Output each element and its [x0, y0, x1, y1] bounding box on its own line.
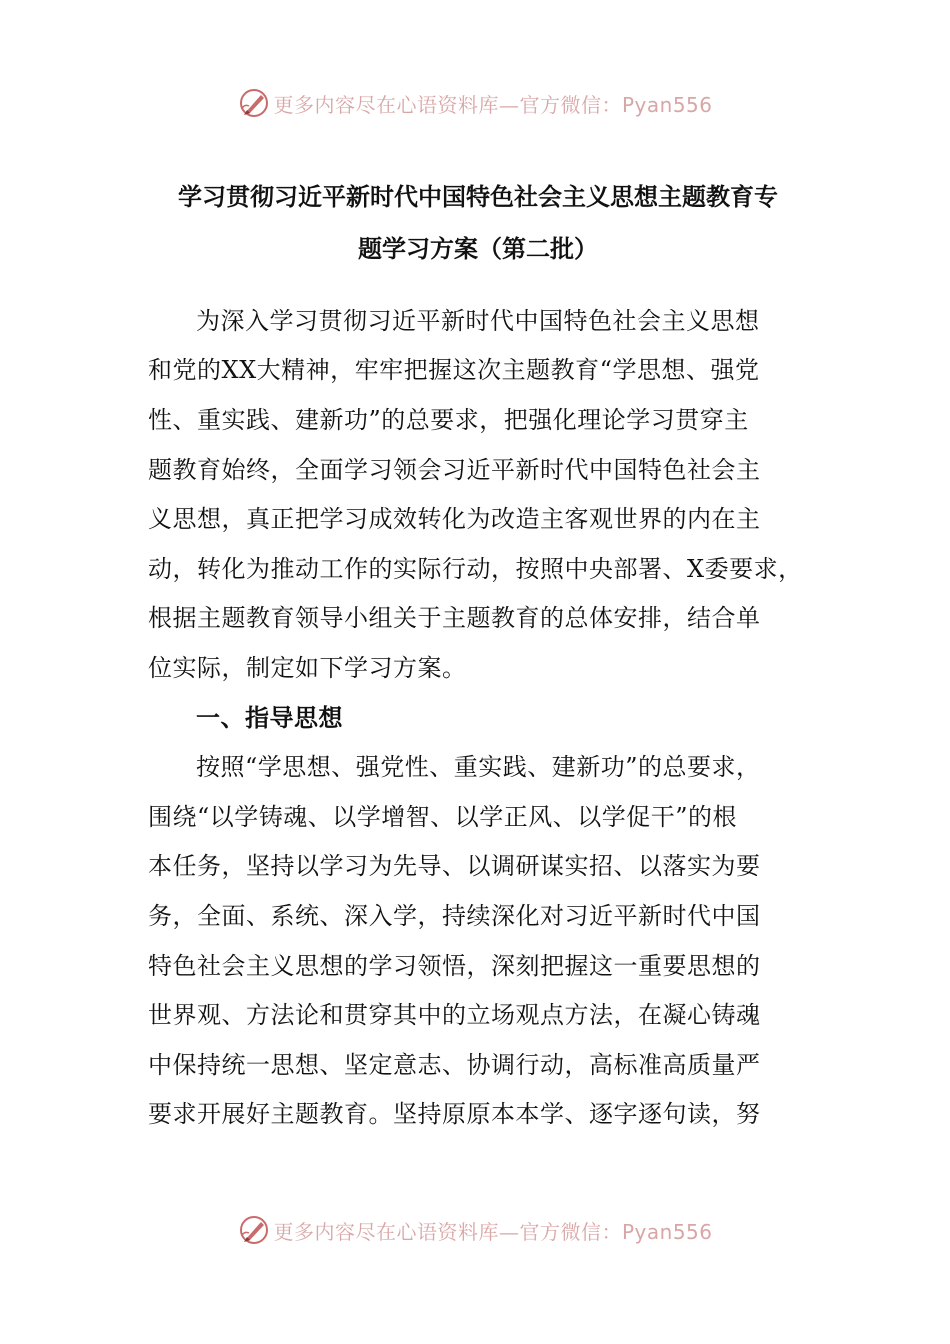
paragraph-line: 为深入学习贯彻习近平新时代中国特色社会主义思想	[196, 307, 760, 335]
paragraph-line: 中保持统一思想、坚定意志、协调行动，高标准高质量严	[148, 1051, 761, 1079]
paragraph-line: 性、重实践、建新功”的总要求，把强化理论学习贯穿主	[148, 406, 749, 434]
title-line-2: 题学习方案（第二批）	[358, 235, 598, 263]
pen-logo-icon	[237, 1213, 271, 1247]
paragraph-line: 动，转化为推动工作的实际行动，按照中央部署、X委要求，	[148, 555, 803, 583]
paragraph-line: 特色社会主义思想的学习领悟，深刻把握这一重要思想的	[148, 952, 761, 980]
pen-logo-icon	[237, 86, 271, 120]
paragraph-line: 根据主题教育领导小组关于主题教育的总体安排，结合单	[148, 604, 761, 632]
paragraph-line: 题教育始终，全面学习领会习近平新时代中国特色社会主	[148, 456, 761, 484]
paragraph-line: 位实际，制定如下学习方案。	[148, 654, 467, 682]
paragraph-line: 围绕“以学铸魂、以学增智、以学正风、以学促干”的根	[148, 803, 738, 831]
paragraph-line: 要求开展好主题教育。坚持原原本本学、逐字逐句读，努	[148, 1100, 761, 1128]
paragraph-line: 世界观、方法论和贯穿其中的立场观点方法，在凝心铸魂	[148, 1001, 761, 1029]
section-heading: 一、指导思想	[196, 704, 343, 732]
banner-label: 更多内容尽在心语资料库—官方微信：	[273, 92, 622, 117]
paragraph-line: 按照“学思想、强党性、重实践、建新功”的总要求，	[196, 753, 761, 781]
paragraph-line: 务，全面、系统、深入学，持续深化对习近平新时代中国	[148, 902, 761, 930]
paragraph-line: 本任务，坚持以学习为先导、以调研谋实招、以落实为要	[148, 852, 761, 880]
banner-label: 更多内容尽在心语资料库—官方微信：	[273, 1219, 622, 1244]
header-banner	[0, 83, 950, 123]
banner-text	[273, 1216, 712, 1245]
paragraph-line: 和党的XX大精神，牢牢把握这次主题教育“学思想、强党	[148, 356, 760, 384]
banner-text	[273, 89, 712, 118]
title-line-1: 学习贯彻习近平新时代中国特色社会主义思想主题教育专	[178, 183, 778, 211]
banner-wechat-id: Pyan556	[621, 1219, 713, 1244]
footer-banner	[0, 1210, 950, 1250]
banner-wechat-id: Pyan556	[621, 92, 713, 117]
document-title	[148, 171, 808, 275]
paragraph-line: 义思想，真正把学习成效转化为改造主客观世界的内在主	[148, 505, 761, 533]
